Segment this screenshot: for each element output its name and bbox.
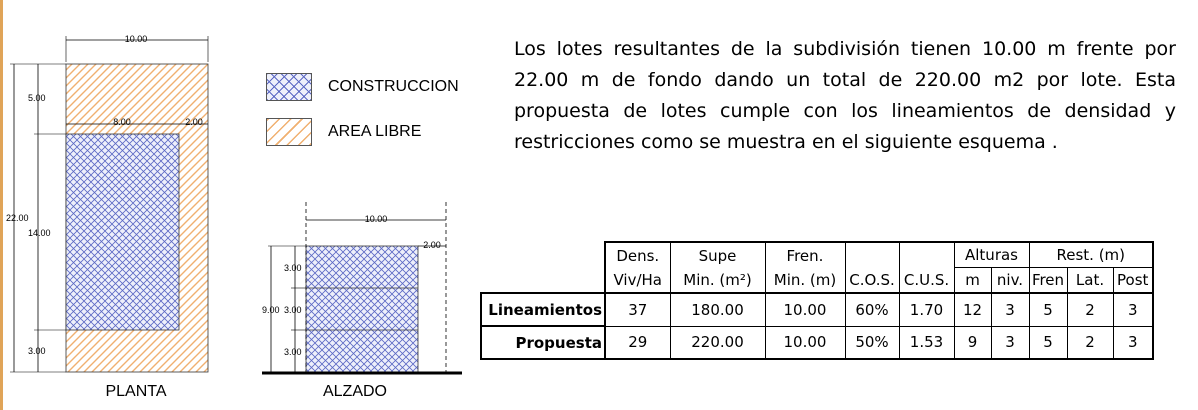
table-row [481, 326, 1153, 359]
header-alturas: Alturas [954, 242, 1029, 268]
alzado-building [306, 246, 418, 372]
planta-drawing [6, 34, 208, 400]
planta-front-setback-dim: 5.00 [28, 93, 46, 103]
header-rest-post: Post [1113, 268, 1153, 294]
cell-value: 1.53 [899, 326, 954, 359]
site-drawings [0, 0, 480, 410]
alzado-floor-height-3: 3.00 [284, 347, 302, 357]
alzado-side-setback-dim: 2.00 [423, 240, 441, 250]
alzado-floor-height-1: 3.00 [284, 263, 302, 273]
planta-width-dim: 10.00 [124, 34, 148, 44]
header-fren-line1: Fren. [786, 246, 824, 265]
cell-value: 29 [605, 326, 670, 359]
header-rest-fren: Fren [1029, 268, 1067, 294]
area-libre-swatch [266, 118, 312, 146]
cell-value: 50% [845, 326, 899, 359]
description-paragraph: Los lotes resultantes de la subdivisión tienen 10.00 m frente por 22.00 m de fondo dando un total de 220.00 m2 por lote. Esta propuesta de lotes cumple con los lineamientos de densidad y restricciones como se muestra en el siguiente esquema . [514, 38, 1176, 153]
cell-value: 2 [1067, 293, 1113, 326]
cell-value: 5 [1029, 326, 1067, 359]
legend-area-libre [266, 118, 421, 146]
planta-rear-setback-dim: 3.00 [28, 346, 46, 356]
cell-value: 10.00 [765, 326, 845, 359]
planta-built-width-dim: 8.00 [113, 117, 131, 127]
header-dens-line2: Viv/Ha [613, 270, 662, 289]
cell-value: 10.00 [765, 293, 845, 326]
planta-built-depth-dim: 14.00 [28, 228, 51, 238]
header-supe [670, 242, 765, 293]
header-dens [605, 242, 670, 293]
lot-construccion [66, 134, 179, 330]
cell-value: 12 [954, 293, 991, 326]
cell-value: 3 [1113, 326, 1153, 359]
header-rest: Rest. (m) [1029, 242, 1153, 268]
header-fren-line2: Min. (m) [773, 270, 837, 289]
alzado-width-dim: 10.00 [364, 214, 388, 224]
cell-value: 1.70 [899, 293, 954, 326]
header-fren [765, 242, 845, 293]
alzado-drawing [262, 202, 462, 400]
cell-value: 2 [1067, 326, 1113, 359]
header-supe-line2: Min. (m²) [683, 270, 752, 289]
header-alturas-m: m [954, 268, 991, 294]
parameters-table [480, 241, 1154, 360]
planta-total-depth-dim: 22.00 [6, 213, 29, 223]
cell-value: 37 [605, 293, 670, 326]
construccion-swatch [266, 73, 312, 101]
planta-caption: PLANTA [105, 383, 167, 400]
row-label-propuesta: Propuesta [481, 326, 605, 359]
planta-side-setback-dim: 2.00 [185, 117, 203, 127]
header-alturas-niv: niv. [991, 268, 1029, 294]
row-label-lineamientos: Lineamientos [481, 293, 605, 326]
legend-construccion [266, 73, 459, 101]
cell-value: 9 [954, 326, 991, 359]
header-dens-line1: Dens. [616, 246, 660, 265]
cell-value: 3 [991, 326, 1029, 359]
legend-label-construccion: CONSTRUCCION [328, 78, 459, 95]
cell-value: 5 [1029, 293, 1067, 326]
cell-value: 60% [845, 293, 899, 326]
cell-value: 180.00 [670, 293, 765, 326]
cell-value: 220.00 [670, 326, 765, 359]
header-cos: C.O.S. [845, 268, 899, 294]
header-cus: C.U.S. [899, 268, 954, 294]
alzado-total-height-dim: 9.00 [262, 305, 280, 315]
cell-value: 3 [991, 293, 1029, 326]
cell-value: 3 [1113, 293, 1153, 326]
header-rest-lat: Lat. [1067, 268, 1113, 294]
legend-label-area-libre: AREA LIBRE [328, 123, 422, 140]
table-row [481, 293, 1153, 326]
header-supe-line1: Supe [698, 246, 737, 265]
alzado-floor-height-2: 3.00 [284, 305, 302, 315]
alzado-caption: ALZADO [322, 383, 388, 400]
